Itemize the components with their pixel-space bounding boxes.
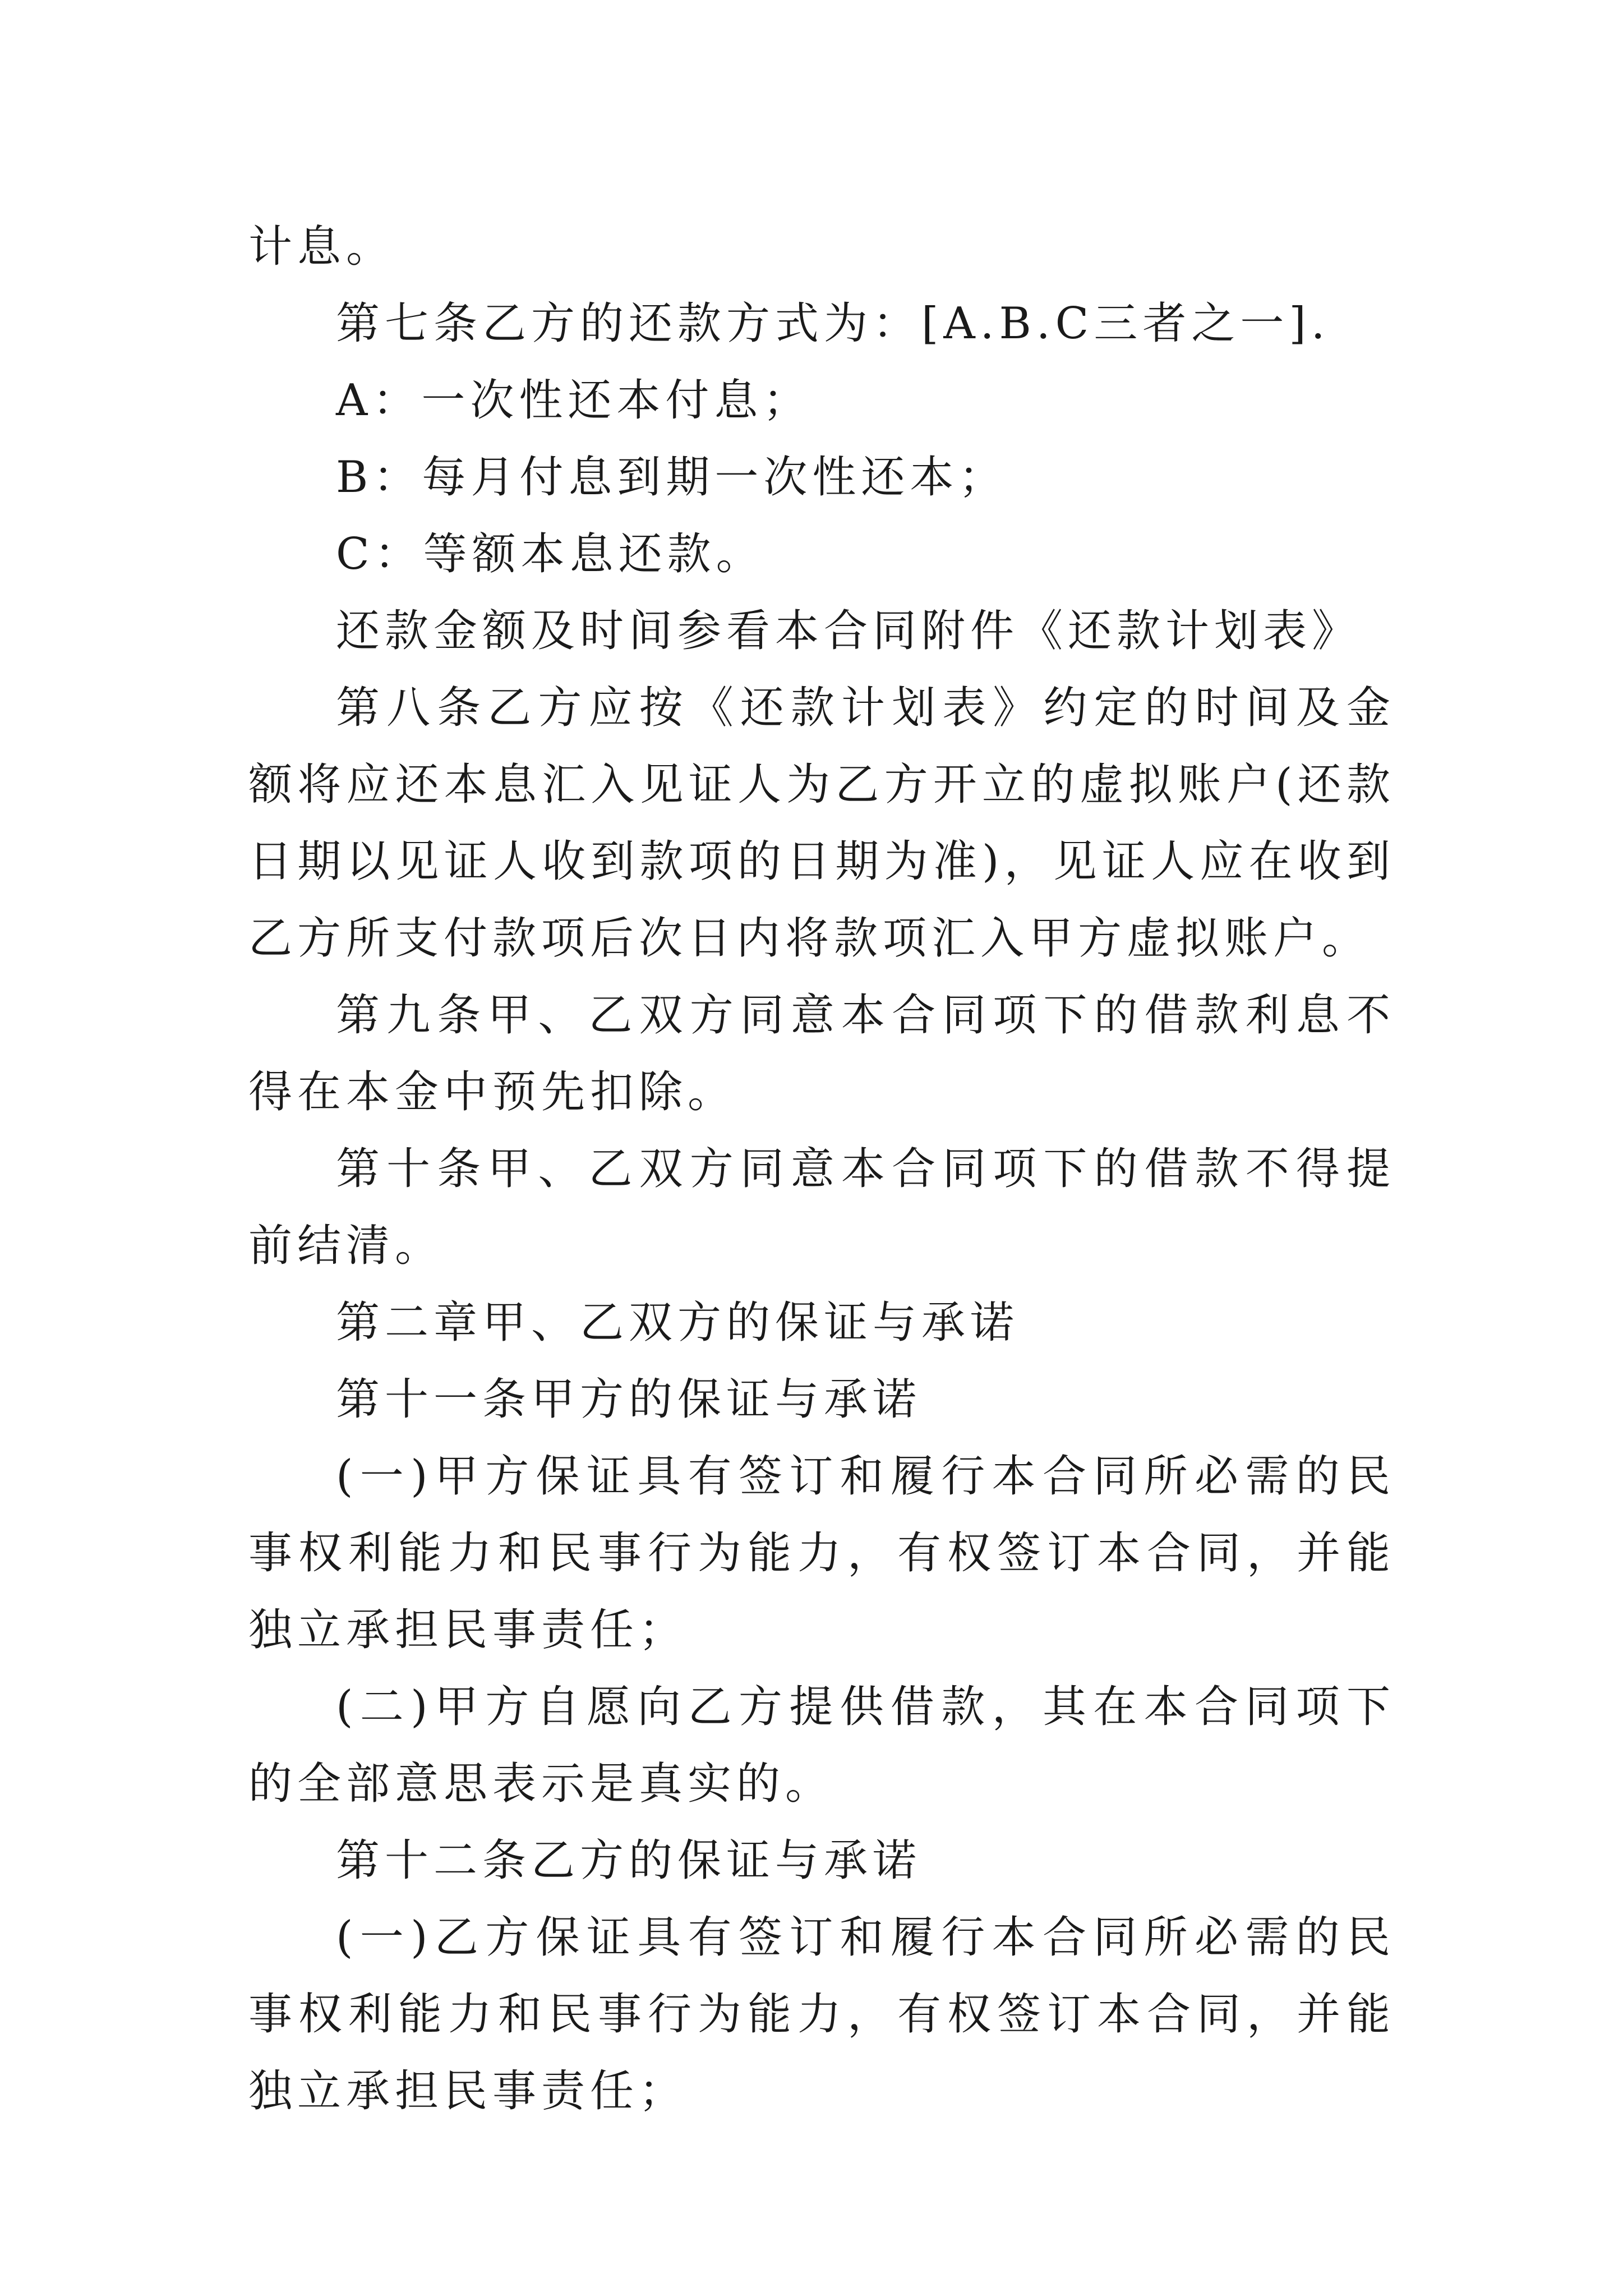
paragraph-option-b: B：每月付息到期一次性还本； — [336, 452, 1008, 503]
chapter-2-heading: 第二章甲、乙双方的保证与承诺 — [336, 1297, 1020, 1348]
paragraph-article-8: 第八条乙方应按《还款计划表》约定的时间及金额将应还本息汇入见证人为乙方开立的虚拟账户(还款日期以见证人收到款项的日期为准)，见证人应在收到乙方所支付款项后次日内将款项汇入甲方虚拟账户。 — [248, 683, 1395, 964]
paragraph-article-10: 第十条甲、乙双方同意本合同项下的借款不得提前结清。 — [248, 1144, 1395, 1271]
paragraph-article-12-item-1: (一)乙方保证具有签订和履行本合同所必需的民事权利能力和民事行为能力，有权签订本合同，并能独立承担民事责任； — [248, 1912, 1395, 2116]
paragraph-repayment-schedule-ref: 还款金额及时间参看本合同附件《还款计划表》 — [336, 606, 1361, 656]
paragraph-option-a: A：一次性还本付息； — [336, 375, 812, 426]
paragraph-option-c: C：等额本息还款。 — [336, 529, 765, 579]
paragraph-article-7: 第七条乙方的还款方式为：[A.B.C三者之一]. — [336, 298, 1330, 349]
paragraph-interest-continuation: 计息。 — [248, 222, 395, 272]
paragraph-article-11-item-2: (二)甲方自愿向乙方提供借款，其在本合同项下的全部意思表示是真实的。 — [248, 1682, 1395, 1809]
paragraph-article-12: 第十二条乙方的保证与承诺 — [336, 1835, 922, 1886]
document-body — [248, 209, 1395, 2130]
paragraph-article-9: 第九条甲、乙双方同意本合同项下的借款利息不得在本金中预先扣除。 — [248, 990, 1395, 1117]
paragraph-article-11: 第十一条甲方的保证与承诺 — [336, 1374, 922, 1425]
paragraph-article-11-item-1: (一)甲方保证具有签订和履行本合同所必需的民事权利能力和民事行为能力，有权签订本合同，并能独立承担民事责任； — [248, 1451, 1395, 1655]
